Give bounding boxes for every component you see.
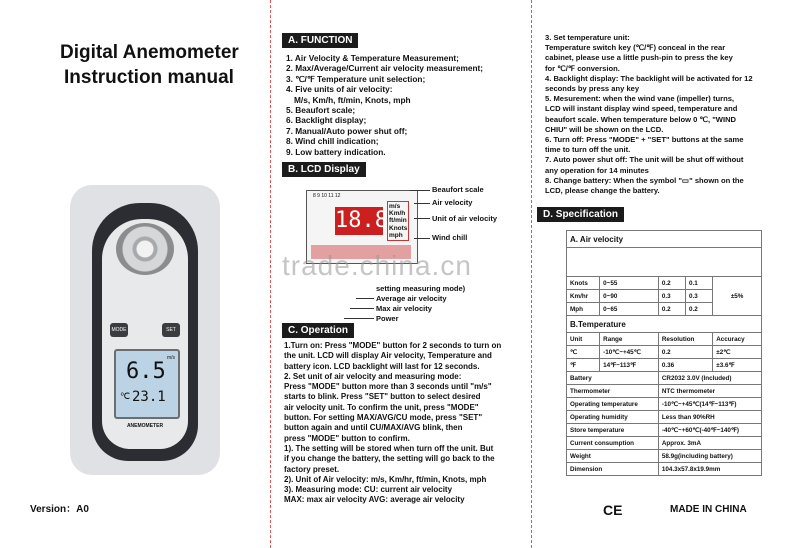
- table-cell: -10℃~+45℃(14℉~113℉): [658, 398, 761, 411]
- table-cell: Battery: [567, 372, 659, 385]
- table-row: [567, 398, 762, 411]
- table-cell: Weight: [567, 450, 659, 463]
- table-cell: 0~55: [600, 277, 659, 290]
- operation-line: the unit. LCD will display Air velocity, Temperature and: [284, 351, 492, 361]
- device-set-button: SET: [162, 323, 180, 337]
- settings-line: 5. Mesurement: when the wind vane (impeller) turns,: [545, 94, 735, 104]
- settings-line: 3. Set temperature unit:: [545, 33, 630, 42]
- operation-line: factory preset.: [284, 464, 340, 474]
- table-row: [567, 437, 762, 450]
- temperature-title: B.Temperature: [567, 316, 762, 333]
- label-setting: setting measuring mode): [376, 284, 466, 293]
- specification-table: [566, 230, 762, 476]
- table-cell: ±2℃: [713, 346, 762, 359]
- operation-line: Press "MODE" button more than 3 seconds until "m/s": [284, 382, 492, 392]
- operation-line: battery icon. LCD backlight will last for 12 seconds.: [284, 361, 480, 371]
- callout-line: [410, 190, 430, 191]
- table-row: [567, 277, 762, 290]
- settings-line: 8. Change battery: When the symbol "▭" shown on the: [545, 175, 744, 185]
- table-cell: Store temperature: [567, 424, 659, 437]
- table-header-cell: Unit: [567, 333, 600, 346]
- lcd-display-header: B. LCD Display: [282, 162, 366, 177]
- table-cell: Mph: [567, 303, 600, 316]
- table-cell: Current consumption: [567, 437, 659, 450]
- settings-line: seconds by press any key: [545, 84, 640, 94]
- function-item: 4. Five units of air velocity:: [286, 84, 393, 95]
- table-cell: ℉: [567, 359, 600, 372]
- table-cell: NTC thermometer: [658, 385, 761, 398]
- settings-line: beaufort scale. When temperature below 0 ℃, "WIND: [545, 114, 737, 124]
- settings-line: Temperature switch key (℃/℉) conceal in the rear: [545, 43, 726, 53]
- settings-text: [545, 33, 753, 196]
- function-item: 2. Max/Average/Current air velocity measurement;: [286, 63, 484, 74]
- lcd-temp-reading: 23.1: [132, 389, 166, 405]
- operation-line: MAX: max air velocity AVG: average air velocity: [284, 495, 465, 505]
- table-cell: Less than 90%RH: [658, 411, 761, 424]
- table-row: [567, 359, 762, 372]
- table-cell: 0.2: [658, 277, 685, 290]
- table-cell: 0.3: [658, 290, 685, 303]
- settings-line: time to turn off the unit.: [545, 145, 631, 155]
- table-header-row: [567, 333, 762, 346]
- table-cell: 58.9g(including battery): [658, 450, 761, 463]
- table-cell: Knots: [567, 277, 600, 290]
- callout-line: [350, 308, 374, 309]
- settings-line: for ℃/℉ conversion.: [545, 63, 620, 73]
- manual-title-line1: Digital Anemometer: [60, 42, 239, 63]
- unit-label: Km/h: [389, 210, 406, 218]
- lcd-diagram-units: [387, 201, 409, 241]
- label-unit: Unit of air velocity: [432, 214, 498, 223]
- table-cell: 104.3x57.8x19.9mm: [658, 463, 761, 476]
- device-brand-label: ANEMOMETER: [126, 423, 164, 429]
- label-air-velocity: Air velocity: [432, 198, 473, 207]
- function-item: M/s, Km/h, ft/min, Knots, mph: [294, 94, 411, 105]
- operation-line: starts to blink. Press "SET" button to select desired: [284, 392, 481, 402]
- table-header-cell: Resolution: [658, 333, 712, 346]
- function-header: A. FUNCTION: [282, 33, 358, 48]
- lcd-diagram-digits: 18.8: [335, 208, 388, 233]
- operation-header: C. Operation: [282, 323, 354, 338]
- table-cell: Thermometer: [567, 385, 659, 398]
- label-beaufort: Beaufort scale: [432, 185, 484, 194]
- table-cell: Approx. 3mA: [658, 437, 761, 450]
- settings-line: CHIU" will be shown on the LCD.: [545, 124, 664, 134]
- operation-line: button. For setting MAX/AVG/CU mode, press "SET": [284, 413, 483, 423]
- function-item: 8. Wind chill indication;: [286, 136, 379, 147]
- function-item: 7. Manual/Auto power shut off;: [286, 125, 408, 136]
- settings-line: LCD will instant display wind speed, temperature and: [545, 104, 738, 114]
- table-cell: Operating humidity: [567, 411, 659, 424]
- table-row: [567, 411, 762, 424]
- table-cell: 0.3: [686, 290, 713, 303]
- operation-line: 1). The setting will be stored when turn off the unit. But: [284, 443, 494, 453]
- fold-line-left: [270, 0, 271, 548]
- operation-line: 2. Set unit of air velocity and measuring mode:: [284, 371, 462, 381]
- callout-line: [344, 318, 374, 319]
- table-cell: 14℉~113℉: [600, 359, 659, 372]
- table-cell: 0.2: [658, 303, 685, 316]
- specification-header: D. Specification: [537, 207, 624, 222]
- callout-line: [414, 218, 430, 219]
- lcd-diagram-scale: 8 9 10 11 12: [313, 193, 341, 199]
- table-cell: 0.2: [686, 303, 713, 316]
- version-label: Version：A0: [30, 504, 89, 515]
- air-accuracy-cell: ±5%: [713, 277, 762, 316]
- table-header-cell: Accuracy: [713, 333, 762, 346]
- settings-line: LCD, please change the battery.: [545, 186, 660, 196]
- made-in-label: MADE IN CHINA: [670, 504, 747, 515]
- label-power: Power: [376, 314, 399, 323]
- function-item: 6. Backlight display;: [286, 115, 367, 126]
- table-cell: ℃: [567, 346, 600, 359]
- table-cell: Dimension: [567, 463, 659, 476]
- table-cell: 0.36: [658, 359, 712, 372]
- table-cell: 0.1: [686, 277, 713, 290]
- settings-line: cabinet, please use a little push-pin to press the key: [545, 53, 733, 63]
- settings-line: 7. Auto power shut off: The unit will be shut off without: [545, 155, 744, 165]
- air-velocity-title: A. Air velocity: [567, 231, 762, 248]
- table-cell: 0.2: [658, 346, 712, 359]
- callout-line: [356, 298, 374, 299]
- manual-title-line2: Instruction manual: [64, 67, 234, 88]
- lcd-speed-unit: m/s: [166, 355, 175, 361]
- table-cell: Operating temperature: [567, 398, 659, 411]
- air-velocity-spacer: [567, 248, 762, 277]
- unit-label: mph: [389, 231, 403, 239]
- table-cell: CR2032 3.0V (Included): [658, 372, 761, 385]
- device-lcd: [114, 349, 180, 419]
- table-header-cell: Range: [600, 333, 659, 346]
- fold-line-right: [531, 0, 532, 548]
- operation-line: button again and until CU/MAX/AVG blink, then: [284, 423, 463, 433]
- operation-line: 2). Unit of Air velocity: m/s, Km/hr, ft/min, Knots, mph: [284, 474, 487, 484]
- unit-label: m/s: [389, 203, 401, 210]
- label-wind-chill: Wind chill: [432, 233, 468, 242]
- table-row: [567, 346, 762, 359]
- function-list: [286, 53, 483, 157]
- lcd-speed-reading: 6.5: [126, 359, 166, 384]
- lcd-temp-unit: ℃: [120, 391, 131, 401]
- label-max: Max air velocity: [376, 304, 432, 313]
- function-item: 5. Beaufort scale;: [286, 105, 356, 116]
- table-row: [567, 424, 762, 437]
- operation-text: [284, 341, 501, 506]
- operation-line: if you change the battery, the setting will go back to the: [284, 454, 495, 464]
- table-cell: -40℃~+60℃(-40℉~140℉): [658, 424, 761, 437]
- unit-label: Knots: [389, 224, 408, 232]
- table-cell: 0~90: [600, 290, 659, 303]
- settings-line: any operation for 14 minutes: [545, 165, 649, 175]
- table-cell: -10℃~+45℃: [600, 346, 659, 359]
- callout-line: [414, 203, 430, 204]
- function-item: 1. Air Velocity & Temperature Measurement;: [286, 53, 459, 63]
- impeller-icon: [116, 223, 174, 275]
- table-row: [567, 450, 762, 463]
- table-cell: ±3.6℉: [713, 359, 762, 372]
- table-row: [567, 385, 762, 398]
- settings-line: 4. Backlight display: The backlight will be activated for 12: [545, 73, 753, 83]
- ce-mark: CE: [603, 502, 623, 518]
- operation-line: air velocity unit. To confirm the unit, press "MODE": [284, 402, 479, 412]
- function-item: 9. Low battery indication.: [286, 146, 386, 157]
- unit-label: ft/min: [389, 217, 407, 225]
- operation-line: press "MODE" button to confirm.: [284, 433, 410, 443]
- function-item: 3. ℃/℉ Temperature unit selection;: [286, 73, 426, 84]
- operation-line: 1.Turn on: Press "MODE" button for 2 seconds to turn on: [284, 341, 502, 350]
- callout-line: [414, 238, 430, 239]
- label-average: Average air velocity: [376, 294, 447, 303]
- table-cell: 0~65: [600, 303, 659, 316]
- settings-line: 6. Turn off: Press "MODE" + "SET" buttons at the same: [545, 135, 744, 145]
- anemometer-device-image: [70, 185, 220, 475]
- table-cell: Km/hr: [567, 290, 600, 303]
- table-row: [567, 372, 762, 385]
- operation-line: 3). Measuring mode: CU: current air velocity: [284, 485, 453, 495]
- table-row: [567, 463, 762, 476]
- watermark: trade.china.cn: [282, 250, 472, 281]
- device-mode-button: MODE: [110, 323, 128, 337]
